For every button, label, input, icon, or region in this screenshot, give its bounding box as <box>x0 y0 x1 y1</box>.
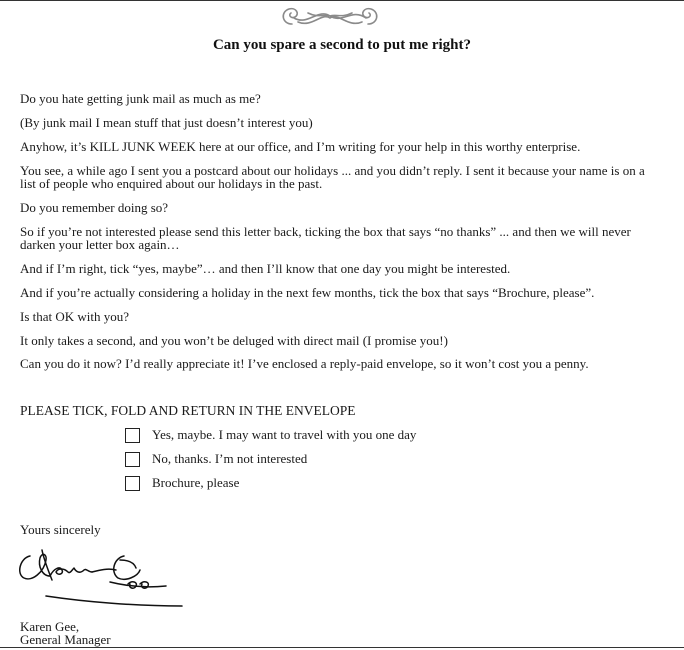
checkbox[interactable] <box>125 452 140 467</box>
paragraph: Do you hate getting junk mail as much as me? <box>20 91 261 106</box>
option-label: Brochure, please <box>152 475 240 490</box>
paragraph: Can you do it now? I’d really appreciate it! I’ve enclosed a reply-paid envelope, so it won’t cost you a penny. <box>20 356 589 371</box>
signature-icon <box>16 546 186 612</box>
bottom-rule <box>0 647 684 648</box>
top-rule <box>0 0 684 1</box>
checkbox[interactable] <box>125 476 140 491</box>
option-label: No, thanks. I’m not interested <box>152 451 308 466</box>
closing: Yours sincerely <box>20 522 101 537</box>
paragraph: Anyhow, it’s KILL JUNK WEEK here at our office, and I’m writing for your help in this worthy enterprise. <box>20 139 581 154</box>
scroll-ornament-icon <box>278 4 382 30</box>
option-no-thanks[interactable] <box>125 450 307 468</box>
letter-title: Can you spare a second to put me right? <box>212 37 472 53</box>
paragraph: You see, a while ago I sent you a postcard about our holidays ... and you didn’t reply. I sent it because your name is on a list of people who enquired about our holidays in the past. <box>20 163 645 191</box>
reply-heading: PLEASE TICK, FOLD AND RETURN IN THE ENVELOPE <box>20 403 356 418</box>
paragraph: And if you’re actually considering a holiday in the next few months, tick the box that says “Brochure, please”. <box>20 285 595 300</box>
signatory-role: General Manager <box>20 632 111 647</box>
option-yes-maybe[interactable] <box>125 426 416 444</box>
checkbox[interactable] <box>125 428 140 443</box>
paragraph: Do you remember doing so? <box>20 200 169 215</box>
paragraph: It only takes a second, and you won’t be deluged with direct mail (I promise you!) <box>20 333 448 348</box>
signatory-name: Karen Gee, <box>20 619 80 634</box>
paragraph: Is that OK with you? <box>20 309 130 324</box>
paragraph: And if I’m right, tick “yes, maybe”… and then I’ll know that one day you might be interested. <box>20 261 511 276</box>
option-brochure[interactable] <box>125 474 239 492</box>
option-label: Yes, maybe. I may want to travel with you one day <box>152 427 417 442</box>
paragraph: So if you’re not interested please send this letter back, ticking the box that says “no thanks” ... and then we will never darken your letter box again… <box>20 224 631 252</box>
paragraph: (By junk mail I mean stuff that just doesn’t interest you) <box>20 115 313 130</box>
